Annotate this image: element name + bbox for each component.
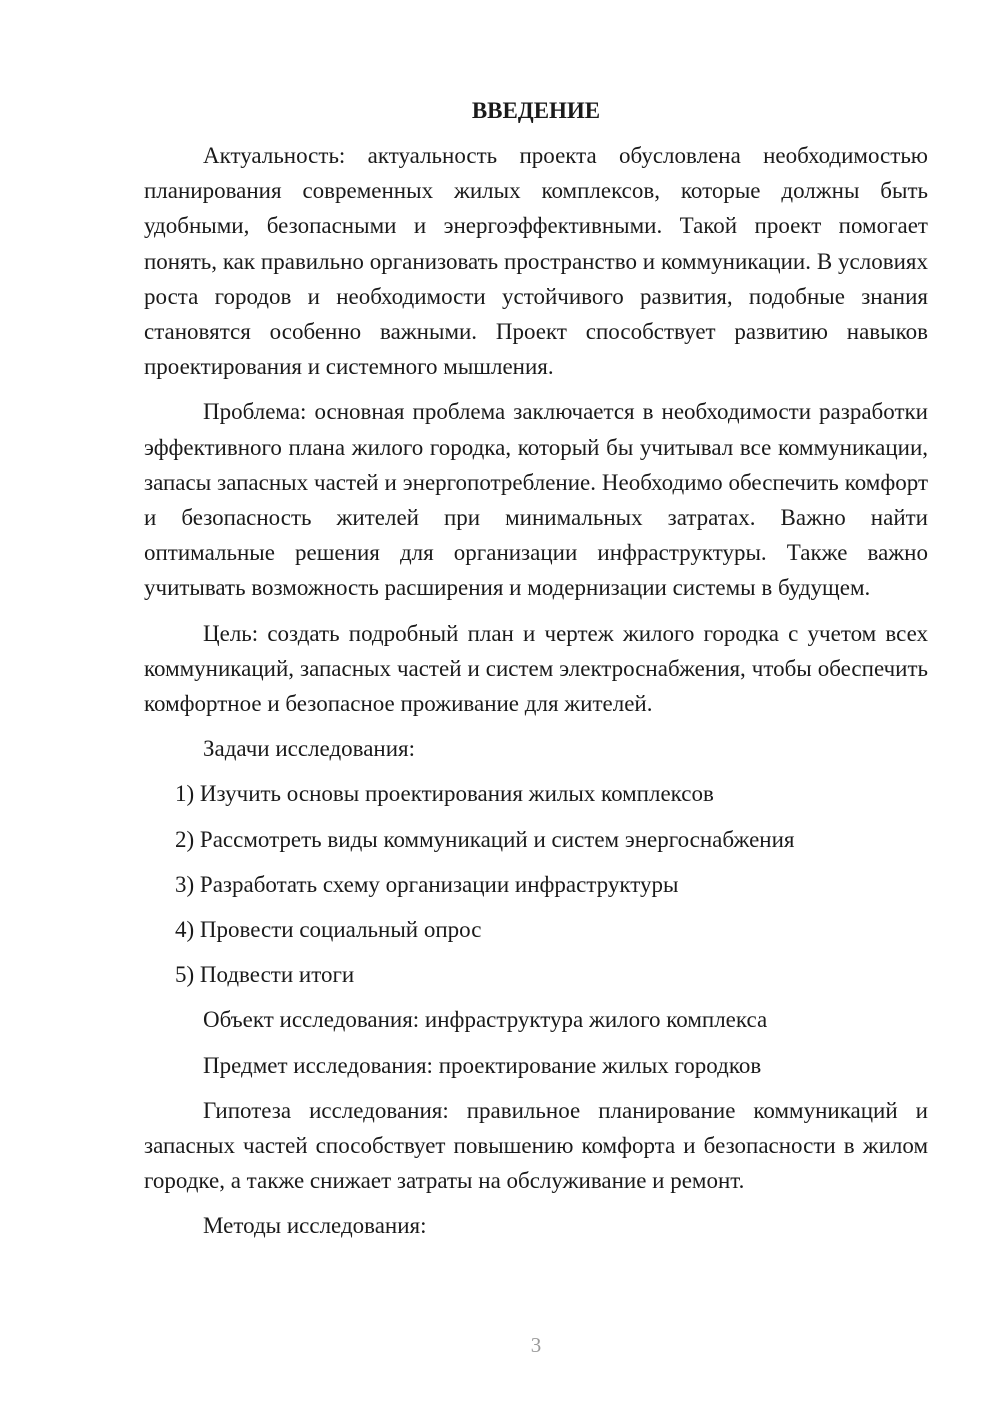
paragraph-hypothesis: Гипотеза исследования: правильное планирование коммуникаций и запасных частей способствует повышению комфорта и безопасности в жилом городке, а также снижает затраты на обслуживание и ремонт. <box>144 1097 928 1194</box>
document-page <box>144 95 928 1254</box>
section-heading: ВВЕДЕНИЕ <box>471 98 601 123</box>
list-item: 5) Подвести итоги <box>175 962 355 988</box>
list-item: 3) Разработать схему организации инфраструктуры <box>175 871 679 897</box>
list-item: 1) Изучить основы проектирования жилых комплексов <box>175 781 714 807</box>
tasks-title: Задачи исследования: <box>203 736 416 762</box>
paragraph-problem: Проблема: основная проблема заключается в необходимости разработки эффективного плана жилого городка, который бы учитывал все коммуникации, запасы запасных частей и энергопотребление. Необходимо обеспечить комфорт и безопасность жителей при минимальных затратах. Важно найти оптимальные решения для организации инфраструктуры. Также важно учитывать возможность расширения и модернизации системы в будущем. <box>144 399 928 601</box>
paragraph-object: Объект исследования: инфраструктура жилого комплекса <box>203 1007 768 1033</box>
paragraph-goal: Цель: создать подробный план и чертеж жилого городка с учетом всех коммуникаций, запасных частей и систем электроснабжения, чтобы обеспечить комфортное и безопасное проживание для жителей. <box>144 620 928 717</box>
paragraph-subject: Предмет исследования: проектирование жилых городков <box>203 1052 762 1078</box>
tasks-list <box>144 776 928 992</box>
paragraph-relevance: Актуальность: актуальность проекта обусловлена необходимостью планирования современных жилых комплексов, которые должны быть удобными, безопасными и энергоэффективными. Такой проект помогает понять, как правильно организовать пространство и коммуникации. В условиях роста городов и необходимости устойчивого развития, подобные знания становятся особенно важными. Проект способствует развитию навыков проектирования и системного мышления. <box>144 143 928 380</box>
paragraph-methods: Методы исследования: <box>203 1213 427 1239</box>
list-item: 2) Рассмотреть виды коммуникаций и систем энергоснабжения <box>175 826 795 852</box>
page-number: 3 <box>530 1333 542 1357</box>
list-item: 4) Провести социальный опрос <box>175 917 482 943</box>
